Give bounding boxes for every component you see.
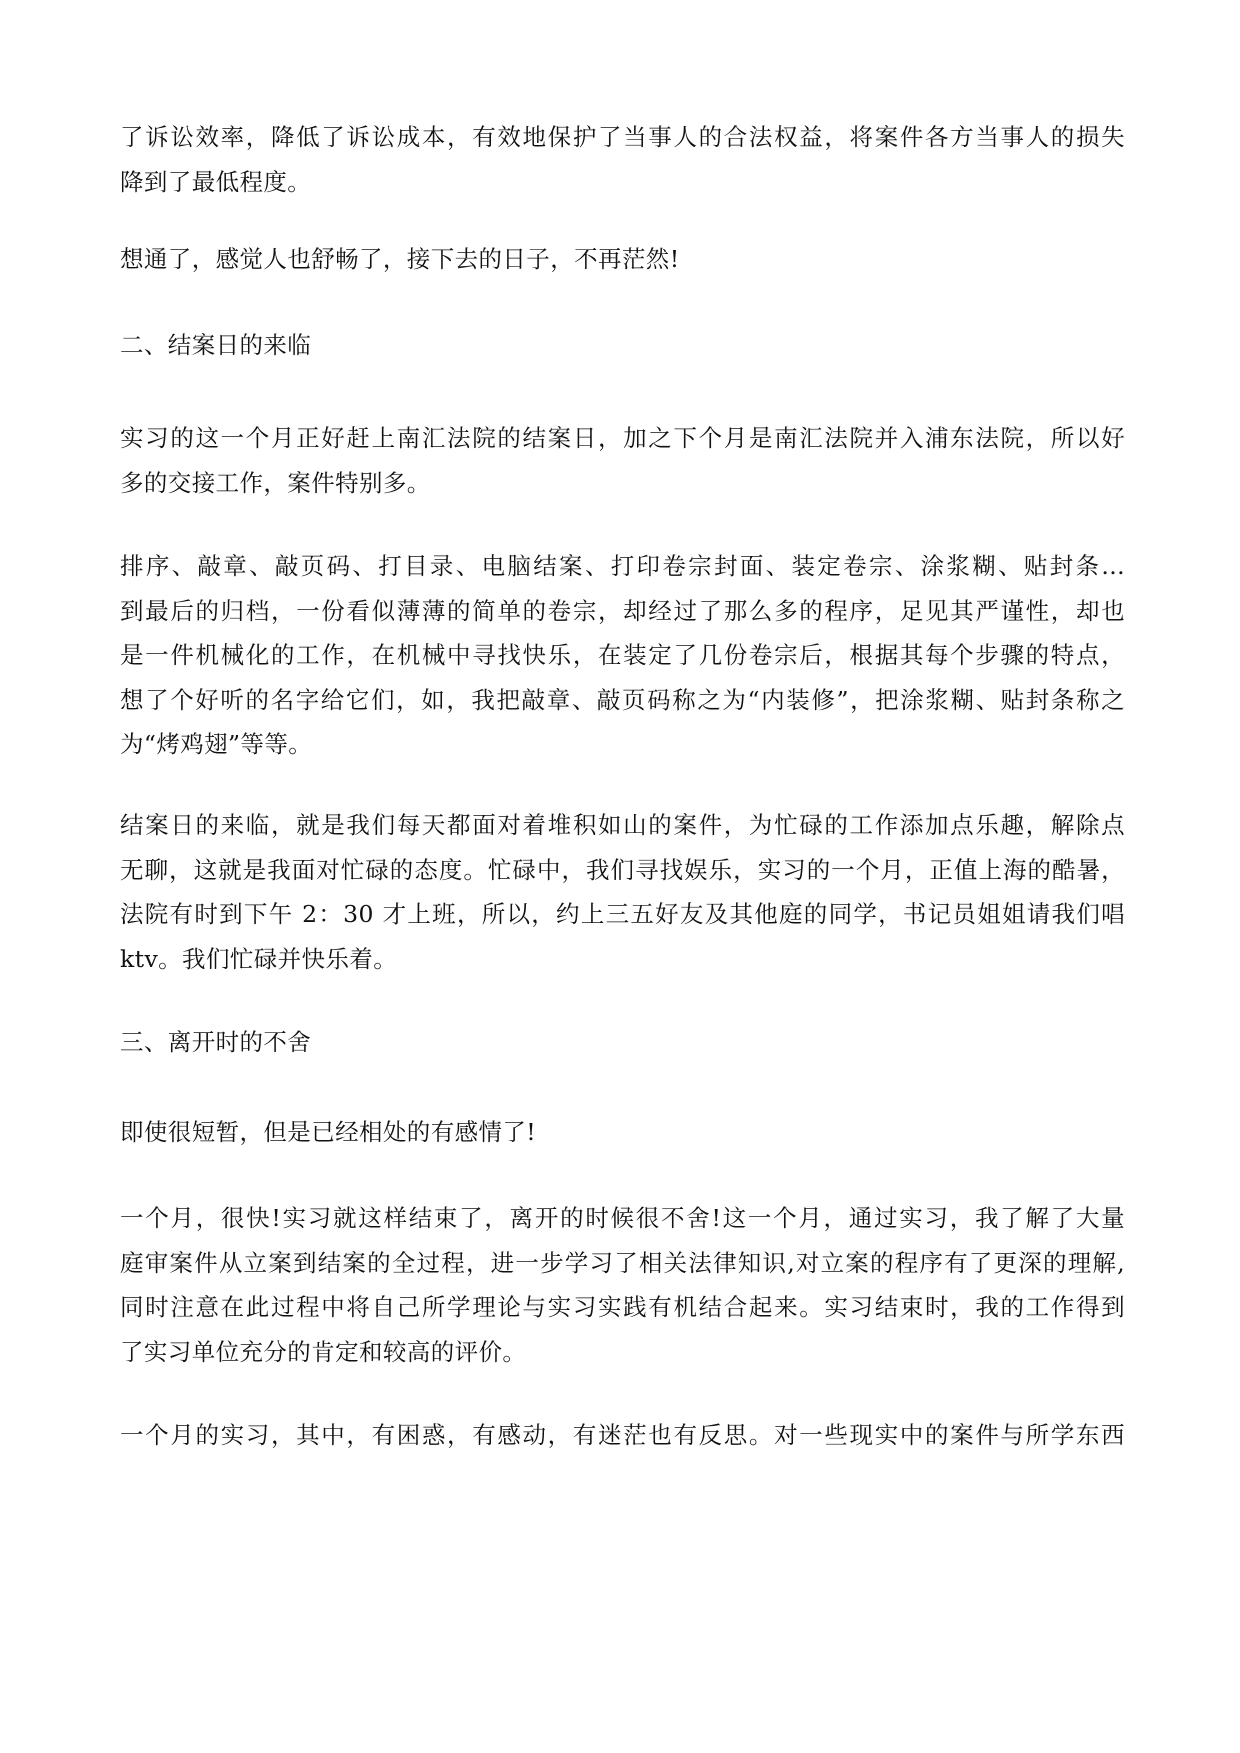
text-line: 实习的这一个月正好赶上南汇法院的结案日，加之下个月是南汇法院并入浦东法院，所以好 (120, 424, 1125, 452)
paragraph-feelings (120, 1110, 1125, 1155)
paragraph-no-longer-confused (120, 237, 1125, 282)
text-line: 庭审案件从立案到结案的全过程，进一步学习了相关法律知识,对立案的程序有了更深的理解, (120, 1248, 1125, 1277)
paragraph-internship-summary (120, 1196, 1125, 1374)
section-heading-case-closing-day: 二、结案日的来临 (120, 331, 312, 359)
text-line: 了实习单位充分的肯定和较高的评价。 (120, 1337, 527, 1366)
paragraph-filing-procedures (120, 544, 1125, 767)
section-heading-reluctance-to-leave: 三、离开时的不舍 (120, 1028, 312, 1056)
text-line: 多的交接工作，案件特别多。 (120, 468, 431, 497)
text-line: 排序、敲章、敲页码、打目录、电脑结案、打印卷宗封面、装定卷宗、涂浆糊、贴封条... (120, 552, 1125, 580)
text-line: 法院有时到下午 2：30 才上班，所以，约上三五好友及其他庭的同学，书记员姐姐请我们唱 (120, 900, 1125, 928)
text-line: 一个月，很快!实习就这样结束了，离开的时候很不舍!这一个月，通过实习，我了解了大量 (120, 1204, 1125, 1232)
text-line: ktv。我们忙碌并快乐着。 (120, 944, 398, 973)
text-line: 无聊，这就是我面对忙碌的态度。忙碌中，我们寻找娱乐，实习的一个月，正值上海的酷暑， (120, 855, 1125, 884)
text-line: 一个月的实习，其中，有困惑，有感动，有迷茫也有反思。对一些现实中的案件与所学东西 (120, 1421, 1125, 1449)
text-line: 降到了最低程度。 (120, 167, 312, 196)
text-line: 想通了，感觉人也舒畅了，接下去的日子，不再茫然! (120, 245, 680, 273)
paragraph-busy-and-happy (120, 803, 1125, 981)
text-line: 为“烤鸡翅”等等。 (120, 730, 313, 758)
paragraph-litigation-efficiency (120, 115, 1125, 204)
paragraph-reflection (120, 1413, 1125, 1458)
text-line: 结案日的来临，就是我们每天都面对着堆积如山的案件，为忙碌的工作添加点乐趣，解除点 (120, 811, 1125, 839)
paragraph-case-closing-day-intro (120, 416, 1125, 505)
text-line: 是一件机械化的工作，在机械中寻找快乐，在装定了几份卷宗后，根据其每个步骤的特点， (120, 641, 1125, 669)
text-line: 想了个好听的名字给它们，如，我把敲章、敲页码称之为“内装修”，把涂浆糊、贴封条称之 (120, 685, 1125, 714)
text-line: 了诉讼效率，降低了诉讼成本，有效地保护了当事人的合法权益，将案件各方当事人的损失 (120, 123, 1125, 151)
text-line: 即使很短暂，但是已经相处的有感情了! (120, 1118, 537, 1146)
text-line: 同时注意在此过程中将自己所学理论与实习实践有机结合起来。实习结束时，我的工作得到 (120, 1293, 1125, 1321)
text-line: 到最后的归档，一份看似薄薄的简单的卷宗，却经过了那么多的程序，足见其严谨性，却也 (120, 596, 1125, 625)
